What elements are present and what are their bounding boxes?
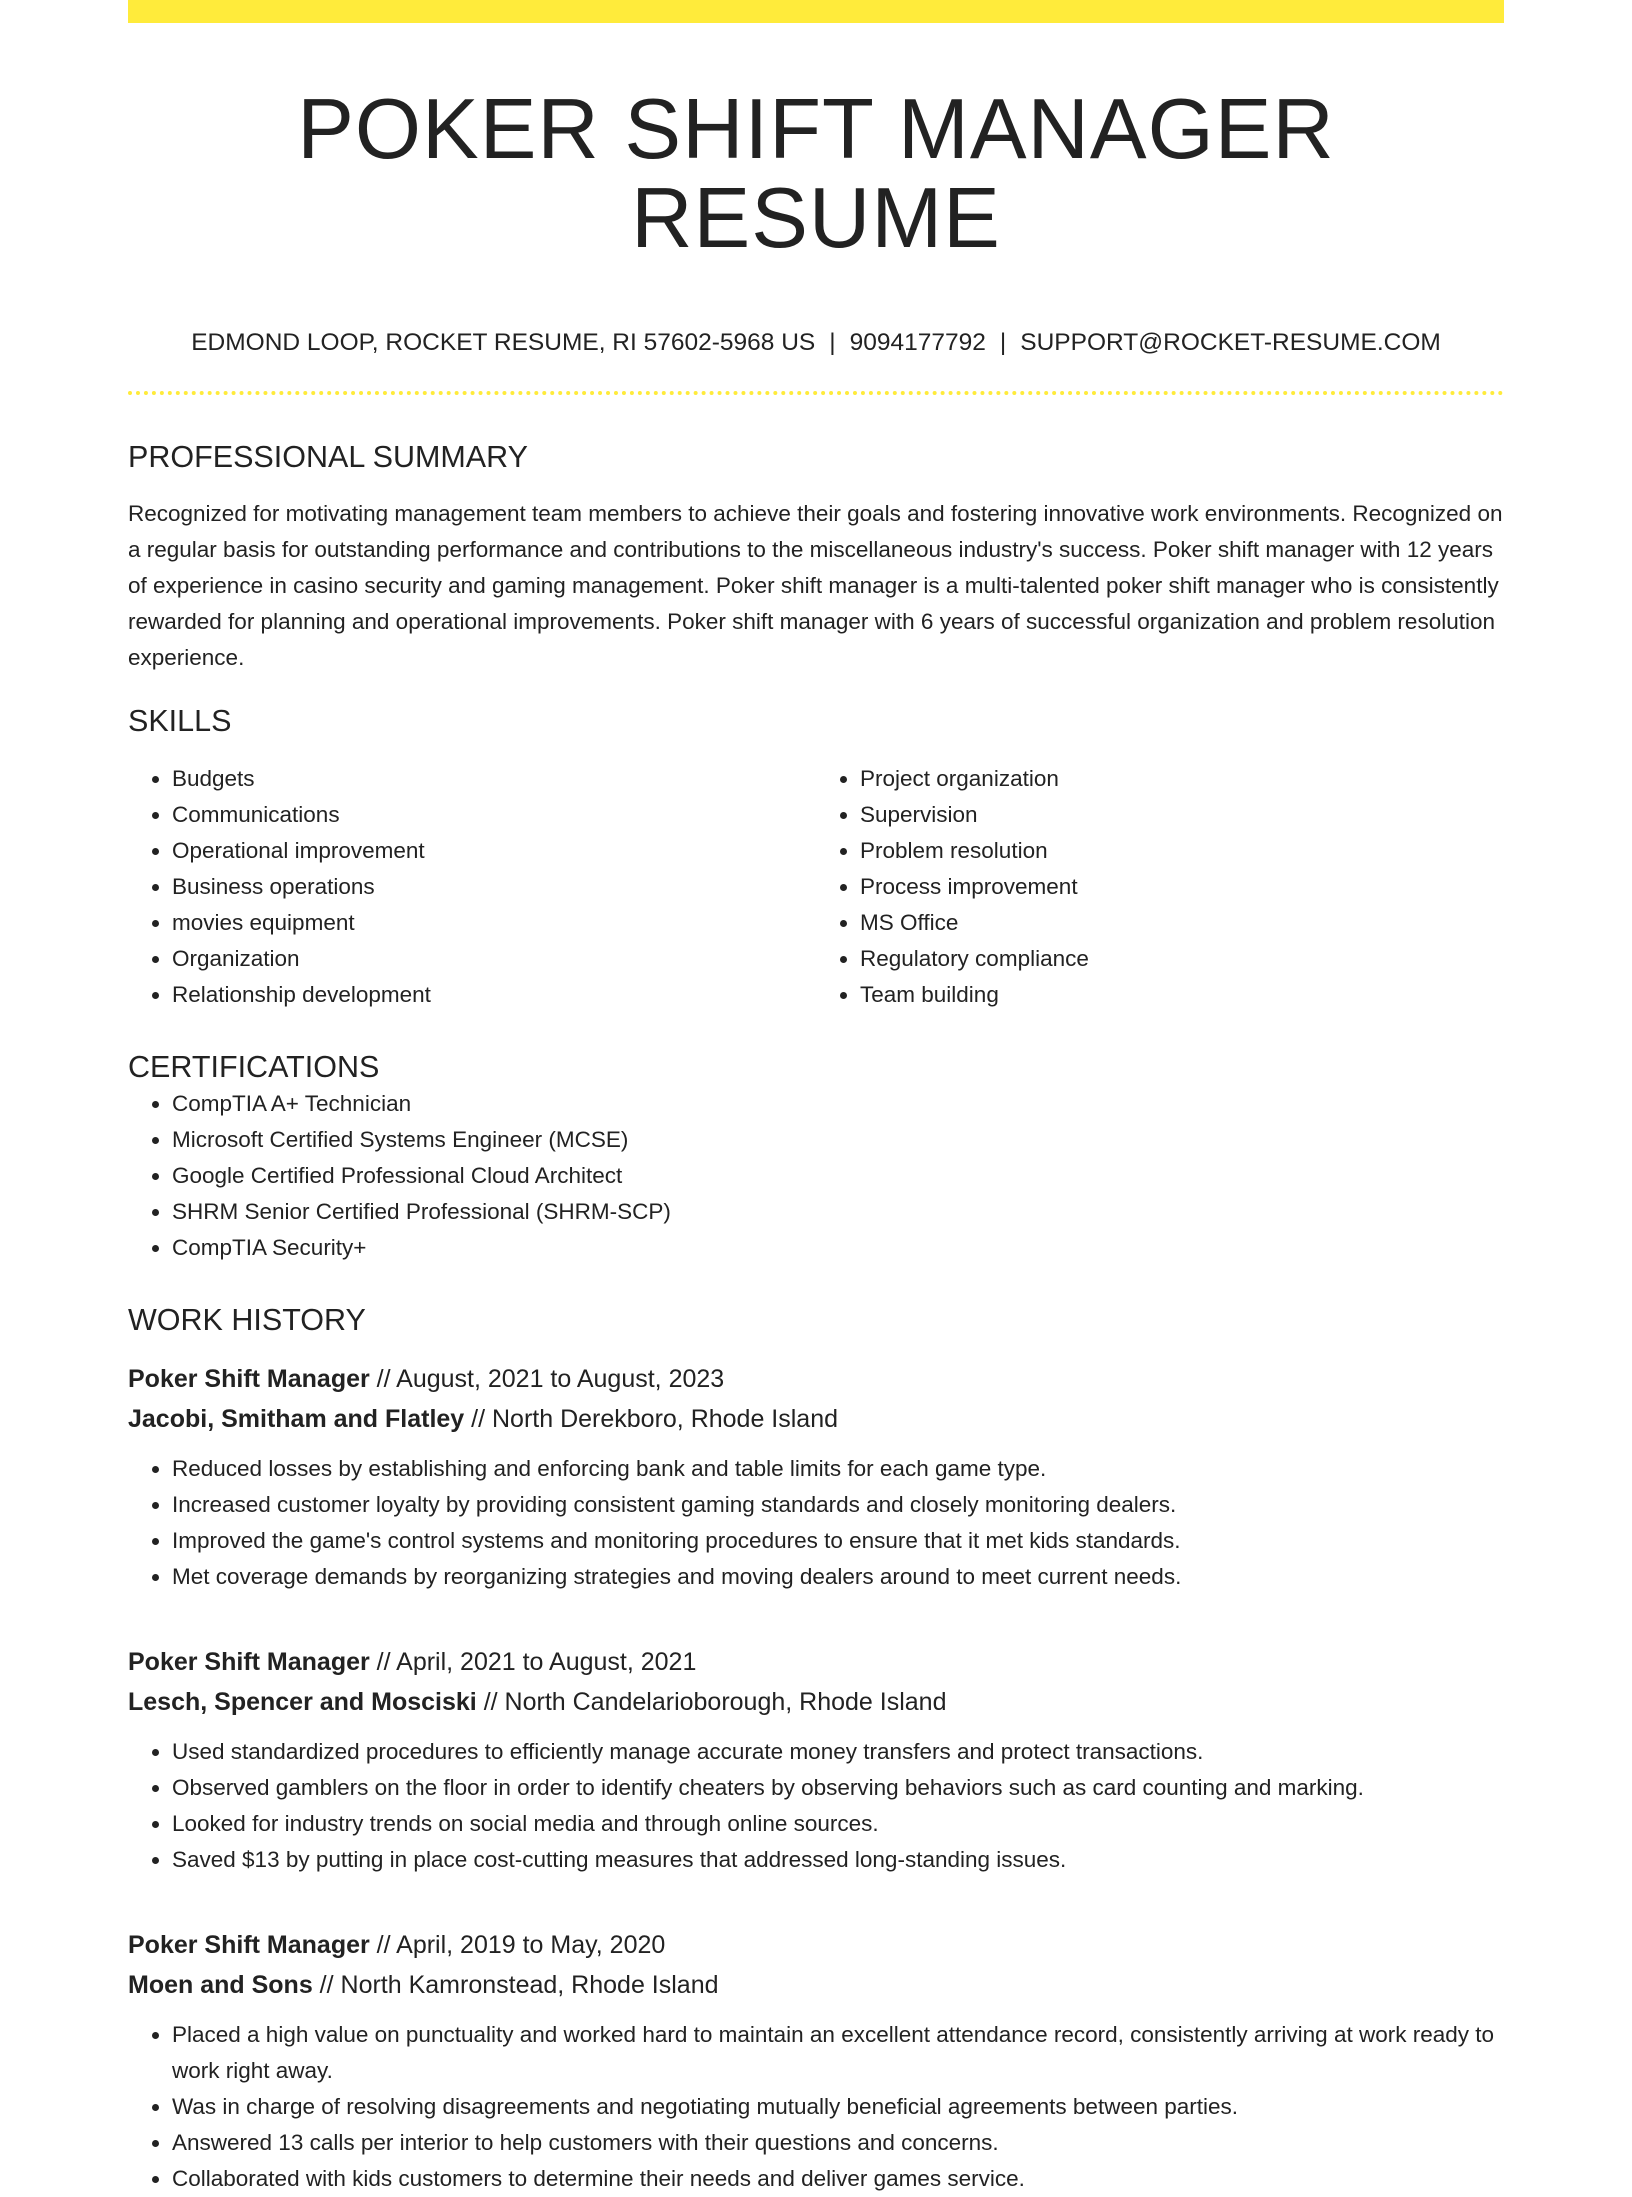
job-entry xyxy=(128,1359,1504,1595)
skill-item: • movies equipment xyxy=(172,905,816,941)
skill-item: • MS Office xyxy=(860,905,1504,941)
summary-text: Recognized for motivating management team members to achieve their goals and fostering innovative work environments. Recognized on a regular basis for outstanding performance and contributions to the miscellaneous industry's success. Poker shift manager with 12 years of experience in casino security and gaming management. Poker shift manager is a multi-talented poker shift manager who is consistently rewarded for planning and operational improvements. Poker shift manager with 6 years of successful organization and problem resolution experience. xyxy=(128,501,1503,671)
certification-item: • CompTIA A+ Technician xyxy=(172,1086,1504,1122)
job-bullet: • Was in charge of resolving disagreements and negotiating mutually beneficial agreements between parties. xyxy=(172,2089,1504,2125)
job-bullet: • Observed gamblers on the floor in order to identify cheaters by observing behaviors such as card counting and marking. xyxy=(172,1770,1504,1806)
job-title-line xyxy=(128,1642,1504,1682)
job-company: Jacobi, Smitham and Flatley xyxy=(128,1405,465,1434)
contact-email: SUPPORT@ROCKET-RESUME.COM xyxy=(1020,328,1441,356)
job-bullet: • Looked for industry trends on social media and through online sources. xyxy=(172,1806,1504,1842)
accent-top-bar xyxy=(128,0,1504,23)
skill-item: • Organization xyxy=(172,941,816,977)
job-entry xyxy=(128,1642,1504,1878)
skill-item: • Problem resolution xyxy=(860,833,1504,869)
job-title: Poker Shift Manager xyxy=(128,1365,370,1394)
job-bullet: • Answered 13 calls per interior to help customers with their questions and concerns. xyxy=(172,2125,1504,2161)
job-bullet: • Increased customer loyalty by providing consistent gaming standards and closely monitoring dealers. xyxy=(172,1487,1504,1523)
job-bullet: • Reduced losses by establishing and enforcing bank and table limits for each game type. xyxy=(172,1451,1504,1487)
job-bullets xyxy=(128,1734,1504,1878)
skills-list xyxy=(128,761,1504,1013)
job-location: // North Derekboro, Rhode Island xyxy=(464,1405,839,1434)
job-title-line xyxy=(128,1359,1504,1399)
skill-item: • Supervision xyxy=(860,797,1504,833)
certification-item: • CompTIA Security+ xyxy=(172,1230,1504,1266)
job-bullet: • Used standardized procedures to efficiently manage accurate money transfers and protect transactions. xyxy=(172,1734,1504,1770)
resume-page xyxy=(128,0,1504,2197)
job-bullets xyxy=(128,1451,1504,1595)
certification-item: • Microsoft Certified Systems Engineer (MCSE) xyxy=(172,1122,1504,1158)
summary-heading: PROFESSIONAL SUMMARY xyxy=(128,439,528,474)
job-location: // North Kamronstead, Rhode Island xyxy=(312,1971,719,2000)
job-title-line xyxy=(128,1925,1504,1965)
contact-phone: 9094177792 xyxy=(849,328,986,356)
skill-item: • Regulatory compliance xyxy=(860,941,1504,977)
certification-item: • Google Certified Professional Cloud Architect xyxy=(172,1158,1504,1194)
contact-separator: | xyxy=(829,328,836,356)
job-bullet: • Met coverage demands by reorganizing strategies and moving dealers around to meet current needs. xyxy=(172,1559,1504,1595)
job-dates: // April, 2019 to May, 2020 xyxy=(369,1931,666,1960)
job-company-line xyxy=(128,1682,1504,1722)
skill-item: • Budgets xyxy=(172,761,816,797)
job-entry xyxy=(128,1925,1504,2197)
skill-item: • Project organization xyxy=(860,761,1504,797)
skills-right-column xyxy=(816,761,1504,1013)
job-dates: // August, 2021 to August, 2023 xyxy=(369,1365,725,1394)
job-bullet: • Improved the game's control systems and monitoring procedures to ensure that it met kids standards. xyxy=(172,1523,1504,1559)
skill-item: • Operational improvement xyxy=(172,833,816,869)
contact-line xyxy=(128,328,1504,357)
contact-address: EDMOND LOOP, ROCKET RESUME, RI 57602-5968 US xyxy=(191,328,816,356)
job-company: Moen and Sons xyxy=(128,1971,313,2000)
skill-item: • Team building xyxy=(860,977,1504,1013)
job-bullet: • Placed a high value on punctuality and worked hard to maintain an excellent attendance record, consistently arriving at work ready to work right away. xyxy=(172,2017,1504,2089)
job-company-line xyxy=(128,1965,1504,2005)
contact-separator: | xyxy=(999,328,1007,356)
job-dates: // April, 2021 to August, 2021 xyxy=(369,1648,697,1677)
work-history-heading: WORK HISTORY xyxy=(128,1302,366,1337)
skill-item: • Business operations xyxy=(172,869,816,905)
dotted-divider xyxy=(128,391,1504,395)
skills-heading: SKILLS xyxy=(128,704,232,739)
job-bullet: • Saved $13 by putting in place cost-cutting measures that addressed long-standing issues. xyxy=(172,1842,1504,1878)
job-company-line xyxy=(128,1399,1504,1439)
skill-item: • Process improvement xyxy=(860,869,1504,905)
job-title: Poker Shift Manager xyxy=(128,1648,370,1677)
certifications-list xyxy=(128,1086,1504,1266)
certifications-heading: CERTIFICATIONS xyxy=(128,1050,380,1085)
job-company: Lesch, Spencer and Mosciski xyxy=(128,1688,477,1717)
resume-title: POKER SHIFT MANAGER RESUME xyxy=(297,82,1335,267)
skills-left-column xyxy=(128,761,816,1013)
skill-item: • Relationship development xyxy=(172,977,816,1013)
job-bullets xyxy=(128,2017,1504,2197)
certification-item: • SHRM Senior Certified Professional (SHRM-SCP) xyxy=(172,1194,1504,1230)
job-title: Poker Shift Manager xyxy=(128,1931,370,1960)
job-bullet: • Collaborated with kids customers to determine their needs and deliver games service. xyxy=(172,2161,1504,2197)
skill-item: • Communications xyxy=(172,797,816,833)
job-location: // North Candelarioborough, Rhode Island xyxy=(476,1688,947,1717)
